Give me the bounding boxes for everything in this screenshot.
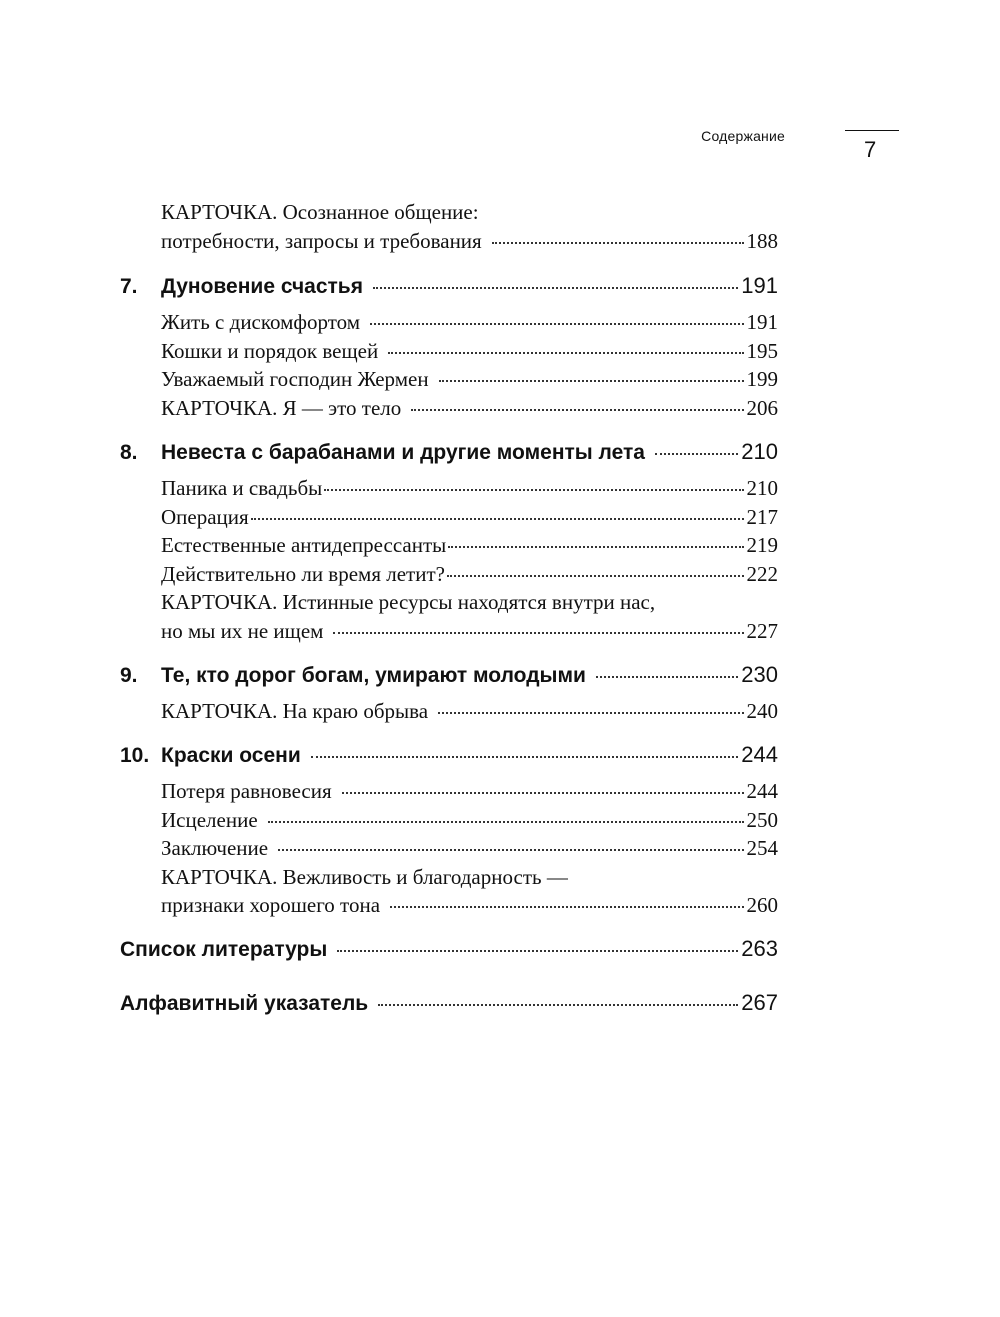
dot-leader [448,546,743,548]
chapter-number: 7. [120,275,138,298]
toc-entry[interactable] [161,779,778,807]
toc-entry[interactable] [161,476,778,504]
dot-leader [324,489,743,491]
toc-page-number: 191 [746,310,778,334]
chapter-number: 8. [120,441,138,464]
toc-entry-title: Операция [161,505,249,529]
toc-entry-title: признаки хорошего тона [161,893,381,917]
chapter-number: 9. [120,664,138,687]
toc-entry[interactable] [161,836,778,864]
toc-entry[interactable] [161,533,778,561]
page-number: 7 [864,137,877,162]
toc-page-number: 222 [746,562,778,586]
toc-entry[interactable] [161,229,778,257]
toc-chapter[interactable] [120,742,778,772]
dot-leader [337,950,738,952]
toc-chapter[interactable] [120,439,778,469]
toc-page-number: 210 [741,439,778,464]
running-title: Содержание [701,128,785,144]
toc-entry-title: Кошки и порядок вещей [161,339,379,363]
dot-leader [439,380,744,382]
toc-entry-title: Потеря равновесия [161,779,332,803]
toc-page-number: 230 [741,662,778,687]
toc-page-number: 250 [746,808,778,832]
chapter-title: Список литературы [120,938,328,961]
folio-rule [845,130,899,131]
toc-entry[interactable] [161,367,778,395]
chapter-title: Краски осени [161,744,301,767]
toc-page-number: 267 [741,990,778,1015]
dot-leader [438,712,743,714]
toc-entry-title: Уважаемый господин Жермен [161,367,429,391]
toc-entry-title: Естественные антидепрессанты [161,533,447,557]
toc-page-number: 227 [746,619,778,643]
chapter-title: Те, кто дорог богам, умирают молодыми [161,664,586,687]
toc-entry[interactable] [161,893,778,921]
toc-entry-title: Исцеление [161,808,258,832]
chapter-title: Невеста с барабанами и другие моменты лета [161,441,645,464]
dot-leader [655,453,738,455]
toc-entry[interactable] [161,339,778,367]
toc-page-number: 195 [746,339,778,363]
toc-page-number: 254 [746,836,778,860]
dot-leader [492,242,744,244]
toc-entry[interactable] [161,619,778,647]
dot-leader [278,849,743,851]
dot-leader [378,1004,738,1006]
toc-index[interactable] [120,990,778,1020]
toc-entry-title: потребности, запросы и требования [161,229,482,253]
toc-page-number: 240 [746,699,778,723]
dot-leader [311,756,739,758]
toc-entry-title: но мы их не ищем [161,619,324,643]
dot-leader [333,632,743,634]
toc-entry-title: Заключение [161,836,269,860]
toc-page-number: 219 [746,533,778,557]
toc-entry-title: КАРТОЧКА. Я — это тело [161,396,402,420]
toc-entry[interactable] [161,808,778,836]
chapter-title: Алфавитный указатель [120,992,369,1015]
dot-leader [370,323,743,325]
dot-leader [251,518,744,520]
toc-entry-line: КАРТОЧКА. Осознанное общение: [161,200,479,224]
dot-leader [388,352,743,354]
toc-entry[interactable] [161,699,778,727]
toc-page-number: 244 [741,742,778,767]
toc-entry-title: КАРТОЧКА. На краю обрыва [161,699,429,723]
toc-entry[interactable] [161,396,778,424]
toc-entry-title: Жить с дискомфортом [161,310,361,334]
toc-page-number: 199 [746,367,778,391]
toc-chapter[interactable] [120,662,778,692]
toc-entry-line: КАРТОЧКА. Истинные ресурсы находятся внутри нас, [161,590,656,614]
toc-page-number: 260 [746,893,778,917]
toc-page-number: 263 [741,936,778,961]
dot-leader [342,792,744,794]
dot-leader [596,676,738,678]
toc-entry[interactable] [161,562,778,590]
toc-page-number: 206 [746,396,778,420]
dot-leader [373,287,738,289]
toc-page-number: 217 [746,505,778,529]
dot-leader [268,821,744,823]
toc-page-number: 210 [746,476,778,500]
toc-entry-title: Действительно ли время летит? [161,562,445,586]
toc-page-number: 244 [746,779,778,803]
chapter-number: 10. [120,744,150,767]
toc-entry-title: Паника и свадьбы [161,476,323,500]
toc-entry[interactable] [161,505,778,533]
dot-leader [411,409,743,411]
toc-entry[interactable] [161,310,778,338]
toc-entry-line: КАРТОЧКА. Вежливость и благодарность — [161,865,568,889]
dot-leader [390,906,743,908]
dot-leader [447,575,744,577]
toc-page-number: 188 [746,229,778,253]
toc-chapter[interactable] [120,273,778,303]
toc-bibliography[interactable] [120,936,778,966]
chapter-title: Дуновение счастья [161,275,363,298]
toc-page-number: 191 [741,273,778,298]
